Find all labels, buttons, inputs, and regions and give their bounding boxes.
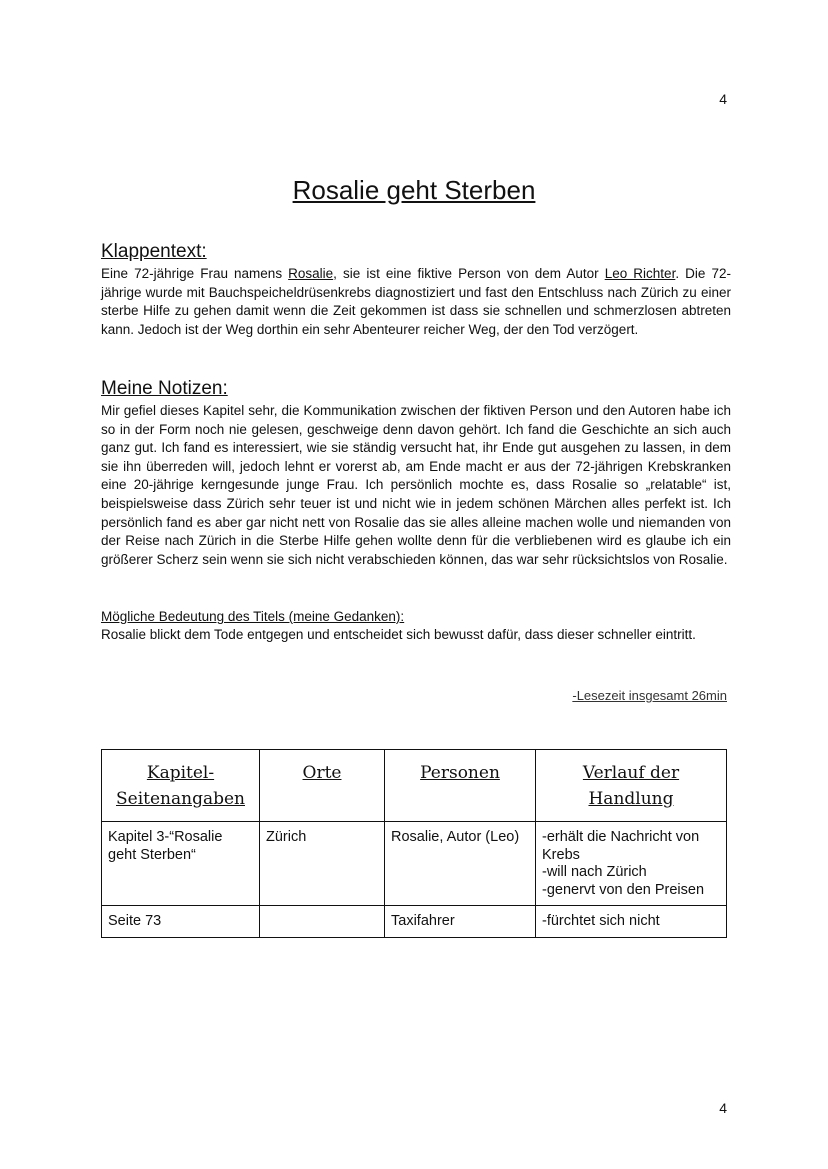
verlauf-item: -will nach Zürich xyxy=(542,864,647,880)
reading-time: -Lesezeit insgesamt 26min xyxy=(572,688,727,703)
klappentext-text-1: Eine 72-jährige Frau namens xyxy=(101,266,289,281)
table-header-row xyxy=(102,750,727,822)
cell-verlauf xyxy=(536,906,727,938)
header-kapitel-line2: Seitenangaben xyxy=(116,789,245,809)
header-verlauf xyxy=(536,750,727,822)
table-row xyxy=(102,822,727,906)
header-verlauf-label: Verlauf der Handlung xyxy=(582,763,680,809)
page-number-top: 4 xyxy=(719,91,727,107)
cell-orte xyxy=(260,906,385,938)
character-name-link: Rosalie xyxy=(288,266,334,281)
notizen-body: Mir gefiel dieses Kapitel sehr, die Kommunikation zwischen der fiktiven Person und den Autoren habe ich so in der Form noch nie gelesen, geschweige denn davon gehört. Ich fand die Geschichte an sich auch ganz gut. Ich fand es interessiert, wie sie ständig versucht hat, ihr Ende gut ausgehen zu lassen, in dem sie ihn überreden will, jedoch lehnt er vorerst ab, am Ende macht er aus der 72-jährigen Krebskranken eine 20-jährige kerngesunde junge Frau. Ich persönlich mochte es, dass Rosalie so „relatable“ ist, beispielsweise dass Zürich sehr teuer ist und nicht wie in jedem schönen Märchen alles perfekt ist. Ich persönlich fand es aber gar nicht nett von Rosalie das sie alles alleine machen wolle und niemanden von der Reise nach Zürich in die Sterbe Hilfe gehen wollte denn für die verbliebenen wird es glaube ich ein größerer Scherz sein wenn sie sich nicht verabschieden können, das war sehr rücksichtslos von Rosalie. xyxy=(101,403,731,567)
page-number-bottom: 4 xyxy=(719,1100,727,1116)
verlauf-item: -genervt von den Preisen xyxy=(542,881,705,898)
klappentext-text-3: . Die 72-jährige wurde mit Bauchspeicheldrüsenkrebs diagnostiziert und fast den Entschluss nach Zürich zu einer sterbe Hilfe zu gehen damit wenn die Zeit gekommen ist dass sie schnellen und schmerzlosen abtreten kann. Jedoch ist der Weg dorthin ein sehr Abenteurer reicher Weg, der den Tod verzögert. xyxy=(101,266,731,337)
klappentext-text-2: , sie ist eine fiktive Person von dem Autor xyxy=(333,266,605,281)
cell-personen: Rosalie, Autor (Leo) xyxy=(385,822,536,906)
header-orte-label: Orte xyxy=(302,763,342,783)
verlauf-item: -erhält die Nachricht von Krebs xyxy=(542,829,700,863)
header-personen xyxy=(385,750,536,822)
verlauf-item: -fürchtet sich nicht xyxy=(542,913,660,929)
klappentext-body xyxy=(101,265,731,339)
cell-kapitel: Seite 73 xyxy=(102,906,260,938)
author-name-link: Leo Richter xyxy=(604,266,676,281)
header-orte xyxy=(260,750,385,822)
cell-orte: Zürich xyxy=(260,822,385,906)
klappentext-section xyxy=(101,241,731,339)
header-kapitel xyxy=(102,750,260,822)
cell-kapitel-line2: geht Sterben“ xyxy=(108,846,196,863)
cell-kapitel-line1: Kapitel 3-“Rosalie xyxy=(108,829,223,845)
header-kapitel-line1: Kapitel- xyxy=(146,763,215,783)
notizen-heading: Meine Notizen: xyxy=(101,378,228,399)
cell-verlauf xyxy=(536,822,727,906)
chapter-table xyxy=(101,749,727,938)
klappentext-heading: Klappentext: xyxy=(101,241,207,262)
cell-personen: Taxifahrer xyxy=(385,906,536,938)
header-personen-label: Personen xyxy=(420,763,500,783)
bedeutung-body: Rosalie blickt dem Tode entgegen und entscheidet sich bewusst dafür, dass dieser schneller eintritt. xyxy=(101,627,696,642)
bedeutung-section xyxy=(101,608,731,645)
cell-kapitel xyxy=(102,822,260,906)
notizen-section xyxy=(101,378,731,569)
page-title: Rosalie geht Sterben xyxy=(292,175,536,205)
bedeutung-heading: Mögliche Bedeutung des Titels (meine Gedanken): xyxy=(101,609,405,624)
table-row xyxy=(102,906,727,938)
